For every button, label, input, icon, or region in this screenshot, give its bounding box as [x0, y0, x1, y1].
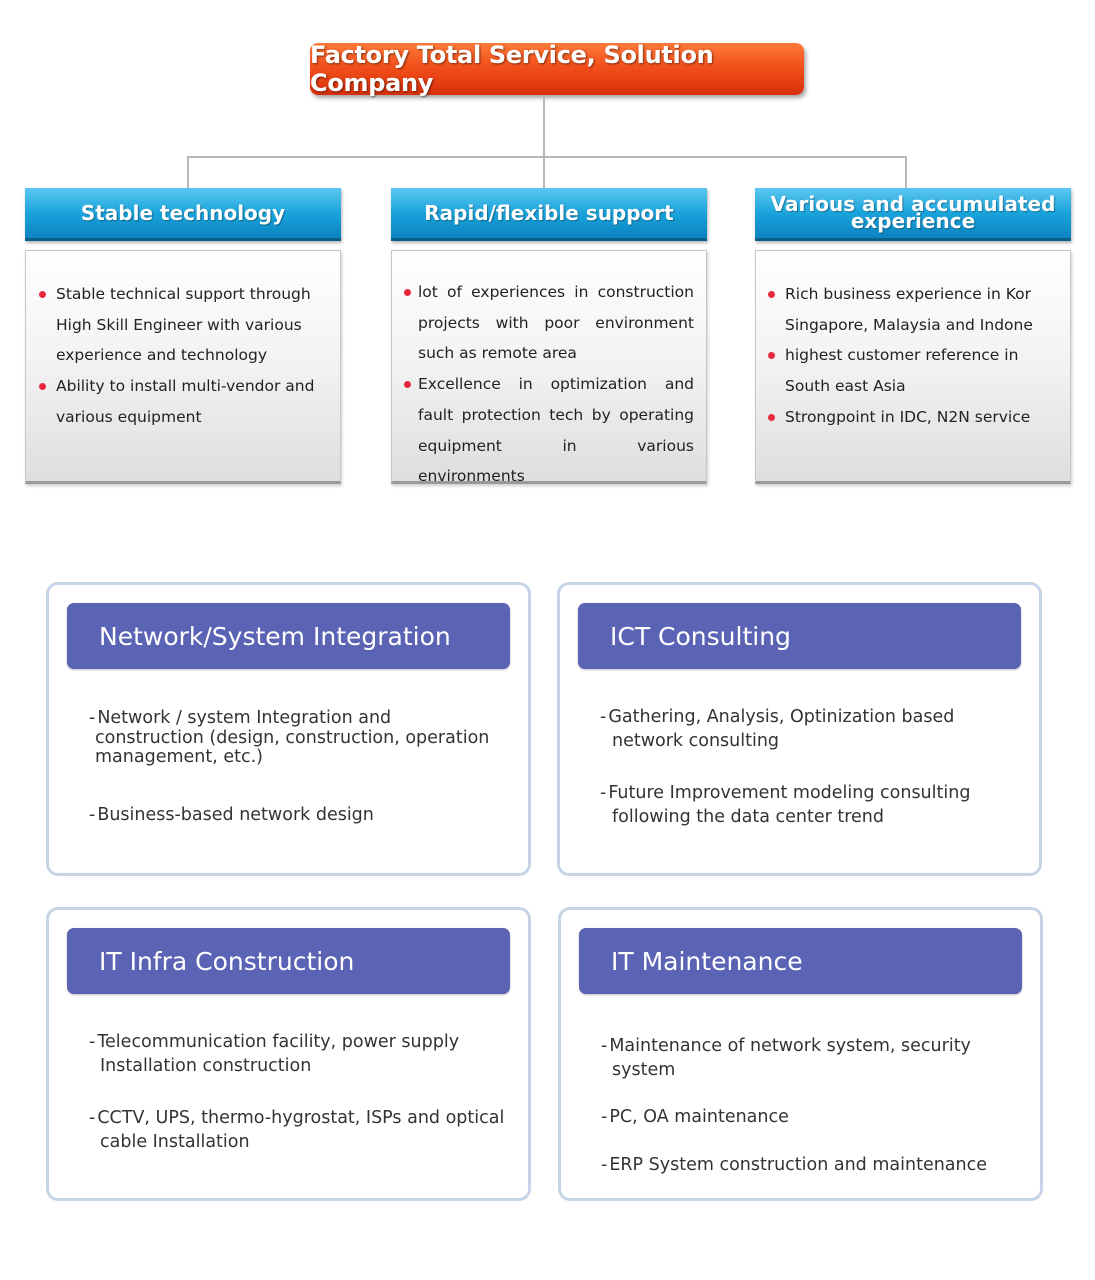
network-integration-card: [46, 582, 531, 876]
connector-horizontal: [187, 156, 907, 158]
card-title: IT Infra Construction: [99, 946, 355, 976]
service-item: - Telecommunication facility, power supply Installation construction: [89, 1032, 460, 1076]
rapid-support-header: [391, 188, 707, 241]
list-item-cont: such as remote area: [418, 344, 577, 363]
experience-title-line1: Various and accumulated: [770, 192, 1056, 216]
experience-title-line2: experience: [850, 209, 976, 233]
list-item-cont: various equipment: [56, 407, 202, 426]
bullet-icon: [404, 381, 411, 388]
service-item: - Maintenance of network system, security system: [601, 1036, 971, 1080]
list-item-cont: High Skill Engineer with various: [56, 315, 302, 334]
connector-right: [905, 156, 907, 188]
service-item: - CCTV, UPS, thermo-hygrostat, ISPs and optical cable Installation: [89, 1108, 505, 1152]
stable-technology-header: [25, 188, 341, 241]
list-item: lot of experiences in construction: [418, 277, 694, 308]
stable-technology-box: [25, 250, 341, 484]
list-item-cont: equipment in various environments: [418, 436, 694, 486]
experience-box: [755, 250, 1071, 484]
list-item-cont: South east Asia: [785, 377, 906, 396]
list-item-cont: projects with poor environment: [418, 313, 694, 332]
service-item: - PC, OA maintenance: [601, 1107, 789, 1127]
connector-left: [187, 156, 189, 188]
service-item: - ERP System construction and maintenance: [601, 1155, 988, 1175]
it-infra-card: [46, 907, 531, 1201]
ict-consulting-header: [578, 603, 1021, 669]
company-title-banner: [310, 43, 804, 95]
list-item-cont: fault protection tech by operating: [418, 405, 694, 424]
experience-header: [755, 188, 1071, 241]
network-integration-header: [67, 603, 510, 669]
list-item: Ability to install multi-vendor and: [56, 371, 326, 402]
bullet-icon: [39, 291, 46, 298]
stable-technology-title: Stable technology: [80, 200, 286, 225]
rapid-support-box: [391, 250, 707, 484]
service-item: - Gathering, Analysis, Optinization based network consulting: [600, 707, 955, 751]
it-infra-header: [67, 928, 510, 994]
list-item: Rich business experience in Kor: [785, 279, 1035, 310]
card-title: ICT Consulting: [610, 621, 791, 651]
service-item: - Business-based network design: [89, 804, 374, 825]
list-item: highest customer reference in: [785, 340, 1035, 371]
bullet-icon: [404, 289, 411, 296]
service-item: - Network / system Integration and construction (design, construction, operation management, etc.): [89, 708, 490, 767]
list-item-cont: Singapore, Malaysia and Indone: [785, 315, 1033, 334]
service-item: - Future Improvement modeling consulting following the data center trend: [600, 783, 971, 827]
bullet-icon: [768, 414, 775, 421]
connector-middle: [543, 156, 545, 188]
company-title: Factory Total Service, Solution Company: [310, 41, 714, 97]
ict-consulting-card: [557, 582, 1042, 876]
card-title: Network/System Integration: [99, 621, 451, 651]
list-item: Excellence in optimization and: [418, 369, 694, 400]
connector-trunk: [543, 95, 545, 157]
rapid-support-title: Rapid/flexible support: [424, 200, 674, 225]
list-item: Strongpoint in IDC, N2N service: [785, 402, 1035, 433]
bullet-icon: [39, 383, 46, 390]
it-maintenance-header: [579, 928, 1022, 994]
bullet-icon: [768, 352, 775, 359]
bullet-icon: [768, 291, 775, 298]
it-maintenance-card: [558, 907, 1043, 1201]
card-title: IT Maintenance: [611, 946, 803, 976]
list-item-cont: experience and technology: [56, 346, 267, 365]
list-item: Stable technical support through: [56, 279, 326, 310]
